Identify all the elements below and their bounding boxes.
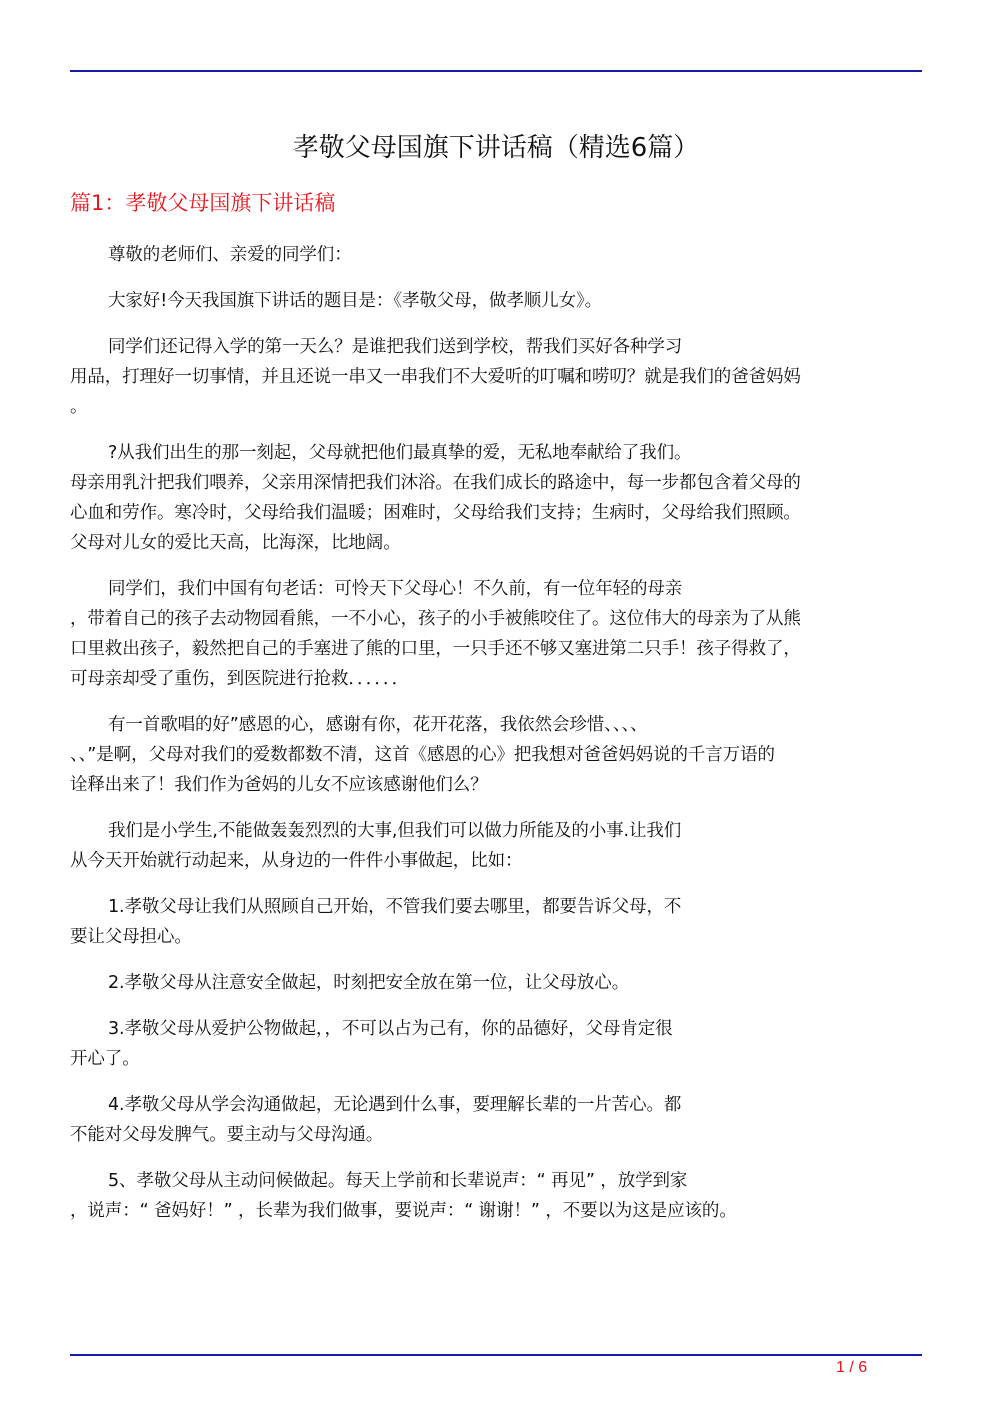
text-line: 、、”是啊，父母对我们的爱数都数不清，这首《感恩的心》把我想对爸爸妈妈说的千言万语的 bbox=[70, 745, 775, 765]
text-line: 从今天开始就行动起来，从身边的一件件小事做起，比如： bbox=[70, 851, 523, 871]
text-line: 同学们还记得入学的第一天么？是谁把我们送到学校，帮我们买好各种学习 bbox=[108, 337, 683, 357]
text-line: 我们是小学生,不能做轰轰烈烈的大事,但我们可以做力所能及的小事.让我们 bbox=[108, 821, 682, 841]
list-item-1 bbox=[70, 892, 922, 952]
text-line: 父母对儿女的爱比天高，比海深，比地阔。 bbox=[70, 533, 401, 553]
list-item-2 bbox=[70, 968, 922, 998]
document-title: 孝敬父母国旗下讲话稿（精选6篇） bbox=[292, 133, 700, 163]
section-heading: 篇1：孝敬父母国旗下讲话稿 bbox=[70, 191, 336, 215]
paragraph bbox=[70, 816, 922, 876]
text-line: 用品，打理好一切事情，并且还说一串又一串我们不大爱听的叮嘱和唠叨？就是我们的爸爸妈妈 bbox=[70, 367, 801, 387]
text-line: 母亲用乳汁把我们喂养，父亲用深情把我们沐浴。在我们成长的路途中，每一步都包含着父母的 bbox=[70, 473, 801, 493]
footer-rule bbox=[70, 1354, 922, 1356]
text-line: 。 bbox=[70, 397, 88, 417]
text-line: 同学们，我们中国有句老话：可怜天下父母心！不久前，有一位年轻的母亲 bbox=[108, 579, 683, 599]
paragraph-intro bbox=[70, 286, 922, 316]
list-item-3 bbox=[70, 1014, 922, 1074]
text-line: 要让父母担心。 bbox=[70, 927, 192, 947]
text-line: 尊敬的老师们、亲爱的同学们： bbox=[108, 245, 352, 265]
paragraph bbox=[70, 438, 922, 558]
text-line: 4.孝敬父母从学会沟通做起，无论遇到什么事，要理解长辈的一片苦心。都 bbox=[108, 1095, 682, 1115]
text-line: 2.孝敬父母从注意安全做起，时刻把安全放在第一位，让父母放心。 bbox=[108, 973, 630, 993]
text-line: 诠释出来了！我们作为爸妈的儿女不应该感谢他们么？ bbox=[70, 775, 488, 795]
text-line: ，带着自己的孩子去动物园看熊，一不小心，孩子的小手被熊咬住了。这位伟大的母亲为了从熊 bbox=[70, 609, 801, 629]
page-indicator: 1 / 6 bbox=[836, 1359, 868, 1376]
paragraph bbox=[70, 574, 922, 694]
text-line: 1.孝敬父母让我们从照顾自己开始，不管我们要去哪里，都要告诉父母，不 bbox=[108, 897, 682, 917]
text-line: 不能对父母发脾气。要主动与父母沟通。 bbox=[70, 1125, 384, 1145]
text-line: 3.孝敬父母从爱护公物做起，，不可以占为己有，你的品德好，父母肯定很 bbox=[108, 1019, 673, 1039]
text-line: 有一首歌唱的好”感恩的心，感谢有你，花开花落，我依然会珍惜、、、、 bbox=[108, 715, 648, 735]
text-line: 口里救出孩子，毅然把自己的手塞进了熊的口里，一只手还不够又塞进第二只手！孩子得救了， bbox=[70, 639, 801, 659]
text-line: 大家好!今天我国旗下讲话的题目是：《孝敬父母，做孝顺儿女》。 bbox=[108, 291, 603, 311]
document-body bbox=[70, 240, 922, 1242]
text-line: 心血和劳作。寒冷时，父母给我们温暖；困难时，父母给我们支持；生病时，父母给我们照顾。 bbox=[70, 503, 801, 523]
paragraph bbox=[70, 710, 922, 800]
list-item-4 bbox=[70, 1090, 922, 1150]
paragraph bbox=[70, 332, 922, 422]
text-line: ，说声：“ 爸妈好！” ，长辈为我们做事，要说声：“ 谢谢！” ，不要以为这是应该的。 bbox=[70, 1201, 737, 1221]
text-line: 5、孝敬父母从主动问候做起。每天上学前和长辈说声：“ 再见” ，放学到家 bbox=[108, 1171, 688, 1191]
header-rule bbox=[70, 70, 922, 72]
list-item-5 bbox=[70, 1166, 922, 1226]
text-line: 可母亲却受了重伤，到医院进行抢救．．．．．． bbox=[70, 669, 410, 689]
text-line: 开心了。 bbox=[70, 1049, 140, 1069]
paragraph-greeting bbox=[70, 240, 922, 270]
text-line: ?从我们出生的那一刻起，父母就把他们最真挚的爱，无私地奉献给了我们。 bbox=[108, 443, 692, 463]
